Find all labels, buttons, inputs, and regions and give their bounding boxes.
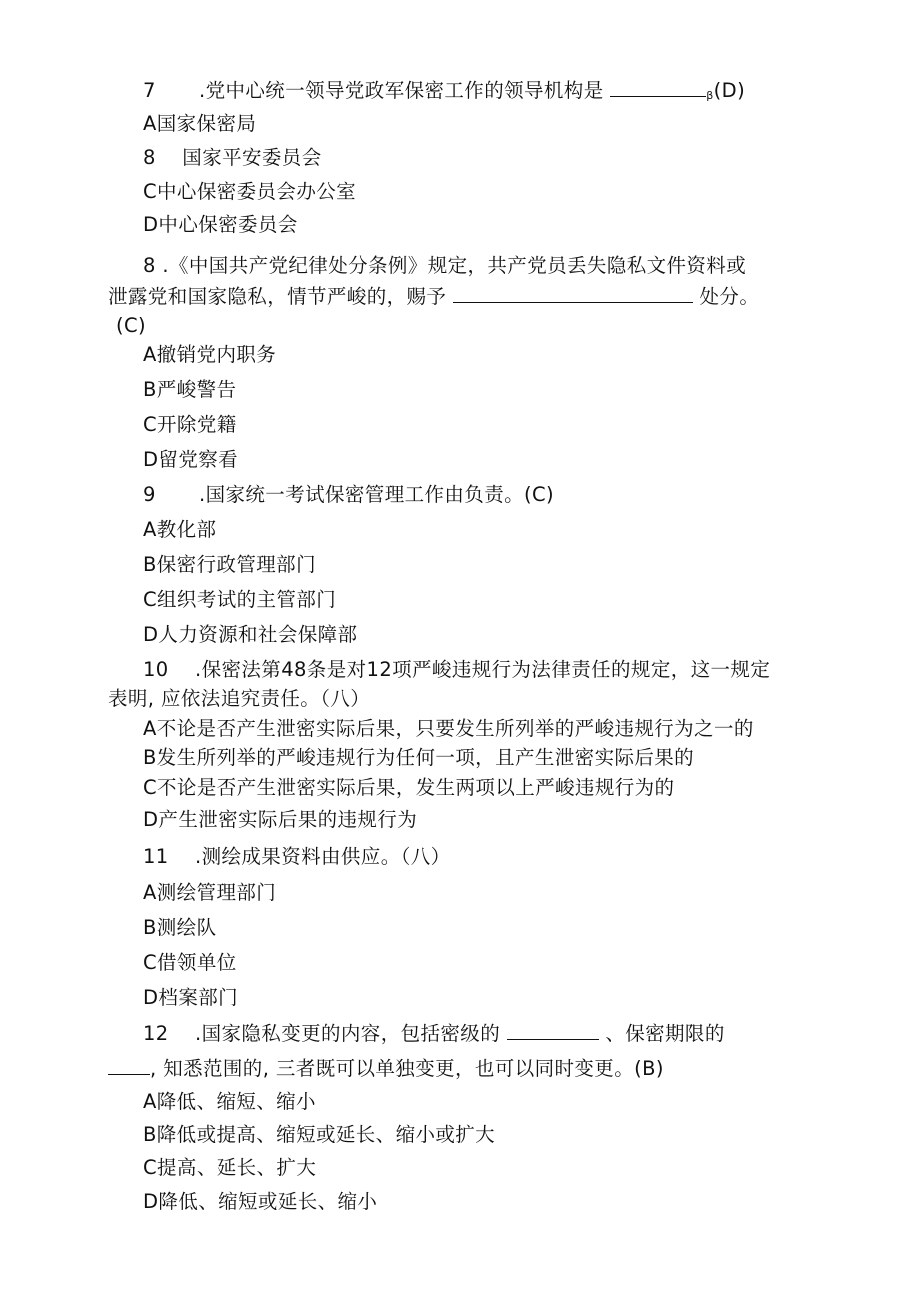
question-text: .国家隐私变更的内容，包括密级的 (195, 1022, 501, 1045)
question-number: 12 (143, 1022, 169, 1045)
question-number: 7 (143, 79, 156, 102)
question-text: 泄露党和国家隐私，情节严峻的，赐予 (108, 285, 447, 308)
answer-blank (610, 76, 706, 97)
answer-key: (D) (713, 79, 746, 102)
option-b: 8 国家平安委员会 (143, 146, 322, 169)
question-12-line-1 (143, 1019, 725, 1048)
question-text-end: 处分。 (699, 285, 760, 308)
option-c: C中心保密委员会办公室 (143, 180, 357, 203)
question-text: .测绘成果资料由供应。（八） (195, 845, 451, 868)
question-12-line-2 (108, 1054, 664, 1083)
option-d: D产生泄密实际后果的违规行为 (143, 808, 418, 831)
question-7 (143, 76, 745, 110)
question-11 (143, 843, 451, 871)
question-text: .国家统一考试保密管理工作由负责。(C) (199, 483, 555, 506)
subscript-mark: β (706, 89, 714, 102)
answer-key: (C) (116, 314, 147, 337)
option-d: D留党察看 (143, 448, 239, 471)
option-c: C提高、延长、扩大 (143, 1156, 317, 1179)
option-b: B发生所列举的严峻违规行为任何一项，且产生泄密实际后果的 (143, 746, 695, 769)
option-b: B严峻警告 (143, 378, 237, 401)
answer-blank (453, 282, 693, 303)
question-10-line-2: 表明, 应依法追究责任。（八） (108, 687, 371, 710)
answer-blank (108, 1054, 150, 1075)
option-d: D人力资源和社会保障部 (143, 623, 358, 646)
option-c: C组织考试的主管部门 (143, 588, 337, 611)
answer-blank (507, 1019, 599, 1040)
option-c: C开除党籍 (143, 413, 237, 436)
option-b: B保密行政管理部门 (143, 553, 316, 576)
question-text-continued: 、保密期限的 (605, 1022, 725, 1045)
question-9 (143, 481, 554, 509)
option-b: B降低或提高、缩短或延长、缩小或扩大 (143, 1123, 496, 1146)
question-number: 9 (143, 483, 156, 506)
option-d: D中心保密委员会 (143, 213, 298, 236)
question-text: , 知悉范围的, 三者既可以单独变更，也可以同时变更。(B) (150, 1057, 664, 1080)
option-a: A撤销党内职务 (143, 343, 277, 366)
question-text: .保密法第48条是对12项严峻违规行为法律责任的规定，这一规定 (195, 658, 771, 681)
option-a: A国家保密局 (143, 112, 257, 135)
option-c: C借领单位 (143, 951, 237, 974)
option-a: A不论是否产生泄密实际后果，只要发生所列举的严峻违规行为之一的 (143, 717, 754, 740)
option-a: A降低、缩短、缩小 (143, 1090, 316, 1113)
option-d: D降低、缩短或延长、缩小 (143, 1190, 378, 1213)
option-a: A测绘管理部门 (143, 881, 277, 904)
question-8-line-1: 8 .《中国共产党纪律处分条例》规定，共产党员丢失隐私文件资料或 (143, 254, 747, 277)
question-number: 10 (143, 658, 169, 681)
option-c: C不论是否产生泄密实际后果，发生两项以上严峻违规行为的 (143, 776, 675, 799)
option-b: B测绘队 (143, 916, 217, 939)
question-text: .党中心统一领导党政军保密工作的领导机构是 (199, 79, 604, 102)
question-10-line-1 (143, 656, 770, 684)
option-d: D档案部门 (143, 986, 239, 1009)
option-a: A教化部 (143, 518, 217, 541)
question-8-line-2 (108, 282, 759, 311)
question-number: 11 (143, 845, 169, 868)
